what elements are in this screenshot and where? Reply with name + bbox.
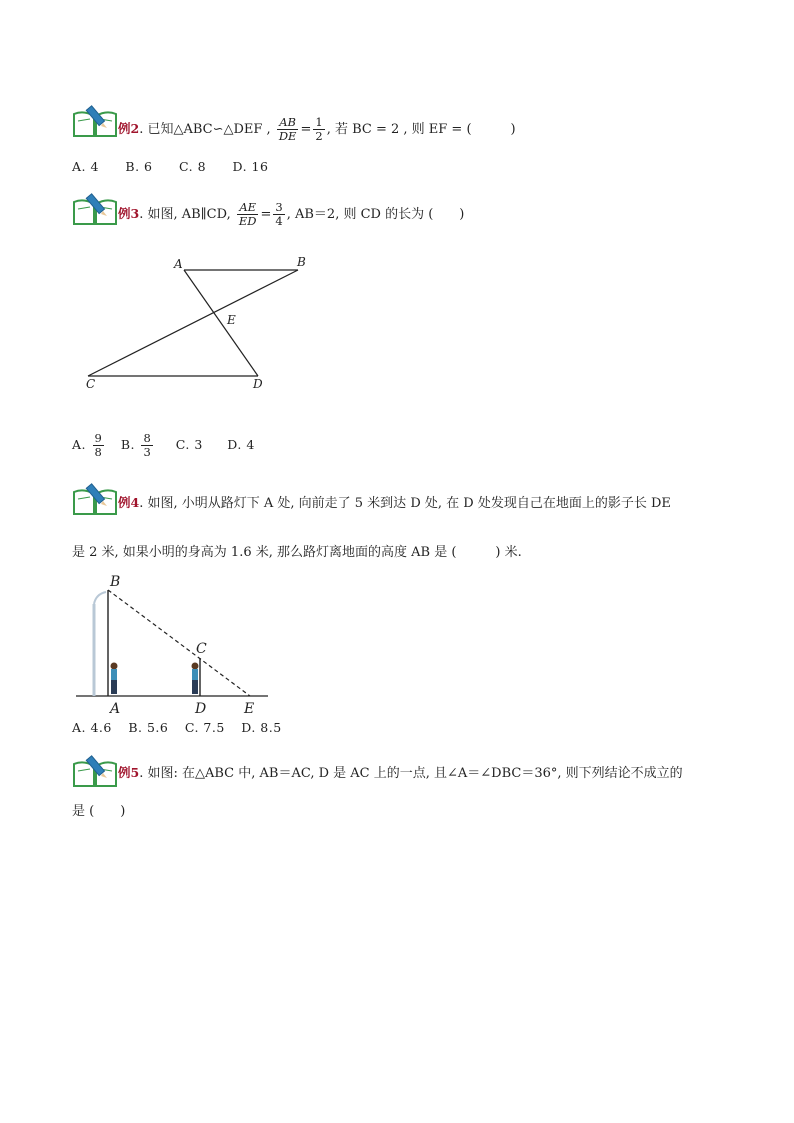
label-E: E xyxy=(227,313,236,327)
option-a: A. 4.6 xyxy=(72,720,112,735)
option-a: A. $\frac{9}{8}$ xyxy=(72,431,103,459)
example-tag: 例5 xyxy=(118,765,140,780)
example-tag: 例2 xyxy=(118,121,140,136)
label-B: B xyxy=(110,574,121,590)
question-5-line-1: 例5. 如图: 在△ABC 中, AB＝AC, D 是 AC 上的一点, 且∠A＝∠DBC＝36°, 则下列结论不成立的 xyxy=(118,765,683,781)
label-C: C xyxy=(196,641,207,657)
option-c: C. 7.5 xyxy=(184,720,225,735)
fraction: $\frac{AE}{ED}$ xyxy=(238,200,257,228)
question-3: 例3. 如图, AB∥CD, $\frac{AE}{ED}$ = $\frac{3}{4}$ , AB＝2, 则 CD 的长为 ( ) xyxy=(118,200,465,228)
example-tag: 例4 xyxy=(118,495,140,510)
label-D: D xyxy=(253,377,263,391)
fraction: $\frac{3}{4}$ xyxy=(275,200,283,228)
question-5-line-2: 是 ( ) xyxy=(72,804,126,819)
fraction: $\frac{AB}{DE}$ xyxy=(278,115,297,143)
figure-street-lamp xyxy=(72,572,282,720)
label-A: A xyxy=(110,701,121,717)
options-q3 xyxy=(72,432,277,459)
label-E: E xyxy=(244,701,255,717)
book-pencil-icon xyxy=(72,754,118,788)
options-q4 xyxy=(72,720,304,735)
fraction: $\frac{1}{2}$ xyxy=(315,115,323,143)
label-C: C xyxy=(86,377,96,391)
label-D: D xyxy=(195,701,207,717)
option-d: D. 4 xyxy=(227,437,255,452)
option-b: B. $\frac{8}{3}$ xyxy=(120,431,152,459)
figure-crossed-triangles xyxy=(72,250,332,396)
book-pencil-icon xyxy=(72,104,118,138)
option-d: D. 8.5 xyxy=(241,720,282,735)
option-a: A. 4 xyxy=(72,159,99,174)
book-pencil-icon xyxy=(72,192,118,226)
options-q2 xyxy=(72,159,290,174)
question-4-line-1: 例4. 如图, 小明从路灯下 A 处, 向前走了 5 米到达 D 处, 在 D 处发现自己在地面上的影子长 DE xyxy=(118,495,671,511)
label-A: A xyxy=(174,257,183,271)
label-B: B xyxy=(297,255,306,269)
person-icon xyxy=(192,663,199,695)
person-icon xyxy=(111,663,118,695)
example-tag: 例3 xyxy=(118,206,140,221)
option-c: C. 3 xyxy=(175,437,203,452)
question-2: 例2. 已知△ABC∽△DEF , $\frac{AB}{DE}$ = $\frac{1}{2}$ , 若 BC = 2 , 则 EF = ( ) xyxy=(118,115,516,143)
book-pencil-icon xyxy=(72,482,118,516)
option-b: B. 6 xyxy=(125,159,153,174)
option-c: C. 8 xyxy=(179,159,207,174)
option-d: D. 16 xyxy=(232,159,269,174)
question-4-line-2: 是 2 米, 如果小明的身高为 1.6 米, 那么路灯离地面的高度 AB 是 ( ) 米. xyxy=(72,545,522,560)
option-b: B. 5.6 xyxy=(128,720,169,735)
